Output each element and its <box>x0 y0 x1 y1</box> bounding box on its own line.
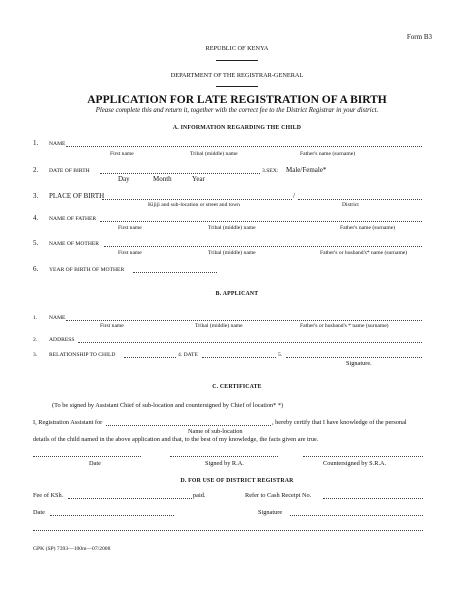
fee-label: Fee of KSh. <box>33 492 64 499</box>
sublocation-label: Name of sub-location <box>188 428 243 435</box>
a1-sub-middle: Tribal (middle) name <box>190 151 238 157</box>
section-b-heading: B. APPLICANT <box>215 291 259 297</box>
certificate-line1-start: I, Registration Assistant for <box>33 419 103 426</box>
a1-field[interactable] <box>66 146 422 147</box>
a2-sex-label: 3.SEX: <box>262 168 279 174</box>
registrar-date-label: Date <box>33 509 45 516</box>
b3-label: RELATIONSHIP TO CHILD <box>49 352 116 358</box>
a4-sub-surname: Father's name (surname) <box>340 225 396 231</box>
divider <box>216 60 258 61</box>
cert-sra-signature-field[interactable] <box>303 456 423 457</box>
form-number: Form B3 <box>406 33 432 41</box>
a6-number: 6. <box>33 265 39 273</box>
a2-sex-value[interactable]: Male/Female* <box>286 166 327 174</box>
a4-field[interactable] <box>100 221 422 222</box>
a6-field[interactable] <box>133 272 217 273</box>
a3-place-field[interactable] <box>102 199 292 200</box>
cert-date-label: Date <box>89 460 101 467</box>
registrar-signature-field[interactable] <box>290 515 423 516</box>
b2-number: 2. <box>33 337 38 343</box>
cert-ra-label: Signed by R.A. <box>205 460 244 467</box>
a4-sub-middle: Tribal (middle) name <box>208 225 256 231</box>
a1-label: NAME <box>49 141 66 147</box>
a5-sub-surname: Father's or husband's* name (surname) <box>320 250 408 256</box>
section-c-heading: C. CERTIFICATE <box>212 384 262 390</box>
receipt-label: Refer to Cash Receipt No. <box>245 492 312 499</box>
a3-district-field[interactable] <box>298 199 422 200</box>
a4-sub-first: First name <box>118 225 142 231</box>
b5-signature-label: Signature. <box>346 360 372 367</box>
b1-sub-first: First name <box>100 323 124 329</box>
a2-year: Year <box>192 175 205 183</box>
cert-date-field[interactable] <box>33 456 141 457</box>
a4-label: NAME OF FATHER <box>49 216 97 222</box>
b3-number: 3. <box>33 352 38 358</box>
a5-sub-middle: Tribal (middle) name <box>208 250 256 256</box>
cert-sra-label: Countersigned by S.R.A. <box>323 460 387 467</box>
a1-number: 1. <box>33 139 39 147</box>
a1-sub-first: First name <box>110 151 134 157</box>
a2-day: Day <box>118 175 130 183</box>
certificate-line1-end: , hereby certify that I have knowledge of the personal <box>272 419 407 426</box>
instruction-text: Please complete this and return it, together with the correct fee to the District Registrar in your district. <box>95 107 379 114</box>
b1-number: 1. <box>33 315 38 321</box>
a5-sub-first: First name <box>118 250 142 256</box>
registrar-date-field[interactable] <box>50 515 174 516</box>
sublocation-field[interactable] <box>106 425 271 426</box>
b1-label: NAME <box>49 315 66 321</box>
republic-heading: REPUBLIC OF KENYA <box>205 45 269 52</box>
a3-slash: / <box>293 192 295 200</box>
a5-field[interactable] <box>104 246 422 247</box>
b4-date-field[interactable] <box>202 357 276 358</box>
b4-date-label: 4. DATE <box>178 352 198 358</box>
a3-sub-place: Kijiji and sub-location or street and town <box>148 202 240 208</box>
a5-number: 5. <box>33 239 39 247</box>
a3-sub-district: District <box>342 202 359 208</box>
page-title: APPLICATION FOR LATE REGISTRATION OF A BIRTH <box>87 94 387 106</box>
b2-field[interactable] <box>78 342 422 343</box>
certificate-note: (To be signed by Assistant Chief of sub-location and countersigned by Chief of location* *) <box>52 402 284 409</box>
b2-label: ADDRESS <box>49 337 75 343</box>
receipt-field[interactable] <box>323 498 423 499</box>
a2-month: Month <box>153 175 172 183</box>
remarks-field[interactable] <box>33 530 423 531</box>
a2-number: 2. <box>33 166 39 174</box>
department-heading: DEPARTMENT OF THE REGISTRAR-GENERAL <box>170 72 304 79</box>
a4-number: 4. <box>33 214 39 222</box>
registrar-signature-label: Signature <box>258 509 283 516</box>
section-a-heading: A. INFORMATION REGARDING THE CHILD <box>172 125 302 131</box>
b1-field[interactable] <box>66 320 422 321</box>
b5-number: 5. <box>278 352 283 358</box>
a2-date-field[interactable] <box>100 173 260 174</box>
divider <box>216 86 258 87</box>
footer-code: GPK (SP) 7393—100m—07/2008 <box>33 546 111 552</box>
certificate-line2: details of the child named in the above application and that, to the best of my knowledge, the facts given are true. <box>33 436 319 443</box>
a3-label: PLACE OF BIRTH <box>49 192 105 200</box>
fee-field[interactable] <box>68 498 192 499</box>
cert-ra-signature-field[interactable] <box>170 456 278 457</box>
a2-label: DATE OF BIRTH <box>49 168 90 174</box>
b3-field[interactable] <box>124 357 176 358</box>
b5-signature-field[interactable] <box>286 357 422 358</box>
section-d-heading: D. FOR USE OF DISTRICT REGISTRAR <box>180 478 294 484</box>
a1-sub-surname: Father's name (surname) <box>300 151 356 157</box>
a6-label: YEAR OF BIRTH OF MOTHER <box>49 267 125 273</box>
b1-sub-surname: Father's or husband's * name (surname) <box>300 323 389 329</box>
b1-sub-middle: Tribal (middle) name <box>195 323 243 329</box>
a3-number: 3. <box>33 192 39 200</box>
a5-label: NAME OF MOTHER <box>49 241 100 247</box>
paid-label: paid. <box>193 492 206 499</box>
